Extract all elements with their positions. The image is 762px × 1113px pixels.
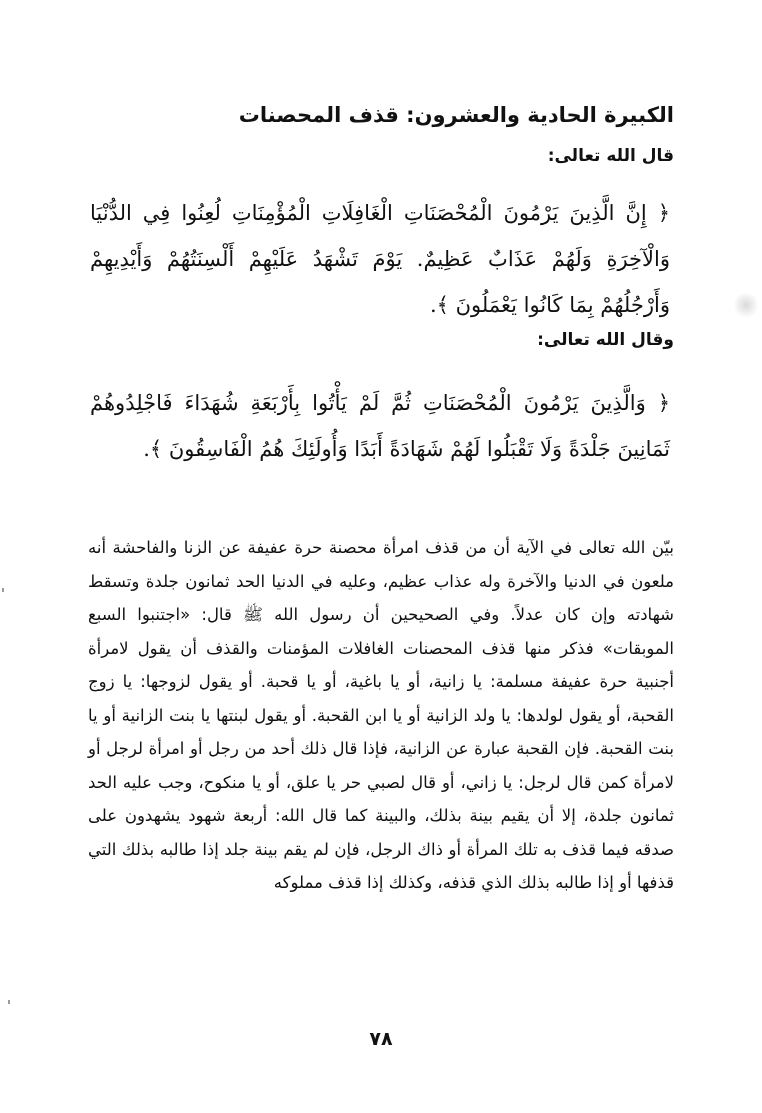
scan-speck [8,1000,10,1004]
scan-speck [2,588,4,592]
scan-smudge [735,290,757,320]
quote-intro-2: وقال الله تعالى: [537,330,674,350]
quote-intro-1: قال الله تعالى: [547,146,674,166]
quran-verse-1: ﴿ إِنَّ الَّذِينَ يَرْمُونَ الْمُحْصَنَاتِ الْغَافِلَاتِ الْمُؤْمِنَاتِ لُعِنُوا فِي الدُّنْيَا وَالْآخِرَةِ وَلَهُمْ عَذَابٌ عَظِيمٌ. يَوْمَ تَشْهَدُ عَلَيْهِمْ أَلْسِنَتُهُمْ وَأَيْدِيهِمْ وَأَرْجُلُهُمْ بِمَا كَانُوا يَعْمَلُونَ ﴾. [90,201,670,317]
page-number: ٧٨ [369,1028,393,1050]
quran-verse-2: ﴿ وَالَّذِينَ يَرْمُونَ الْمُحْصَنَاتِ ثُمَّ لَمْ يَأْتُوا بِأَرْبَعَةِ شُهَدَاءَ فَاجْلِدُوهُمْ ثَمَانِينَ جَلْدَةً وَلَا تَقْبَلُوا لَهُمْ شَهَادَةً أَبَدًا وَأُولَئِكَ هُمُ الْفَاسِقُونَ ﴾. [90,391,670,461]
chapter-heading: الكبيرة الحادية والعشرون: قذف المحصنات [238,103,674,127]
body-paragraph: بيّن الله تعالى في الآية أن من قذف امرأة محصنة حرة عفيفة عن الزنا والفاحشة أنه ملعون في الدنيا والآخرة وله عذاب عظيم، وعليه في الدنيا الحد ثمانون جلدة وتسقط شهادته وإن كان عدلاً. وفي الصحيحين أن رسول الله ﷺ قال: «اجتنبوا السبع الموبقات» فذكر منها قذف المحصنات الغافلات المؤمنات والقذف أن يقول لامرأة أجنبية حرة عفيفة مسلمة: يا زانية، أو يا باغية، أو يا قحبة. أو يقول لزوجها: يا زوج القحبة، أو يقول لولدها: يا ولد الزانية أو يا ابن القحبة. أو يقول لبنتها يا بنت الزانية أو يا بنت القحبة. فإن القحبة عبارة عن الزانية، فإذا قال ذلك أحد من رجل أو امرأة لرجل أو لامرأة كمن قال لرجل: يا زاني، أو قال لصبي حر يا علق، أو يا منكوح، وجب عليه الحد ثمانون جلدة، إلا أن يقيم بينة بذلك، والبينة كما قال الله: أربعة شهود يشهدون على صدقه فيما قذف به تلك المرأة أو ذاك الرجل، فإن لم يقم بينة جلد إذا طالبه بذلك التي قذفها أو إذا طالبه بذلك الذي قذفه، وكذلك إذا قذف مملوكه [88,538,674,892]
